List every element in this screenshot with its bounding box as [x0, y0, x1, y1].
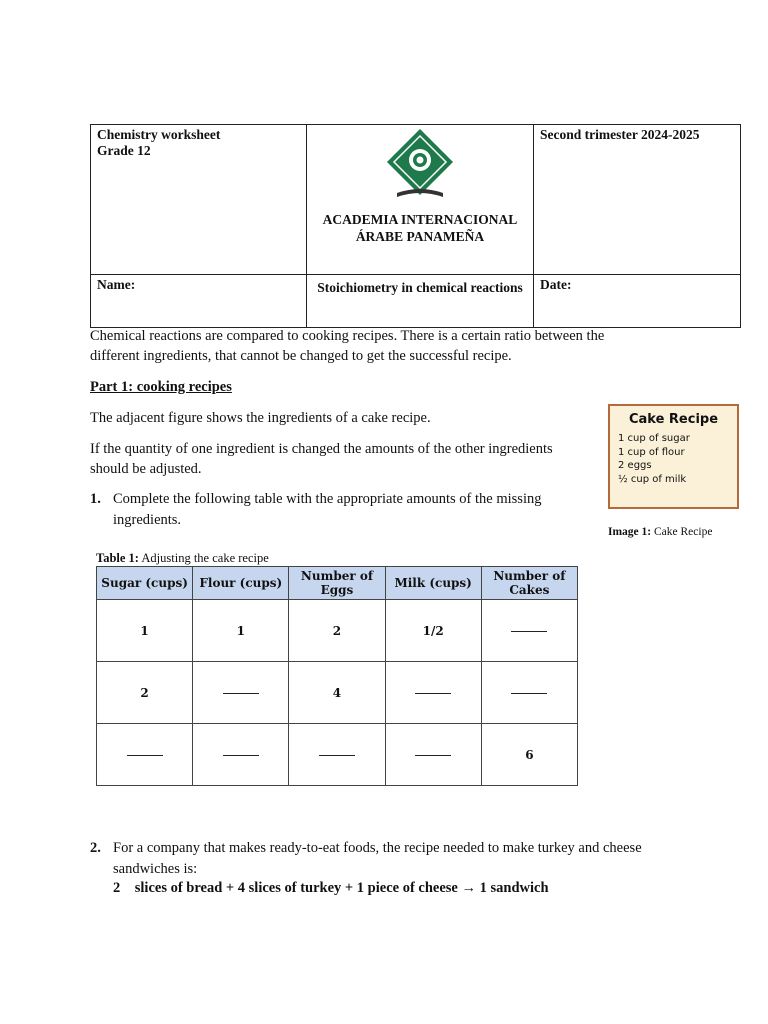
answer-blank[interactable] — [415, 692, 451, 694]
table-caption — [96, 551, 269, 566]
trimester-cell: Second trimester 2024-2025 — [534, 125, 741, 275]
date-field[interactable]: Date: — [534, 275, 741, 328]
table-cell: 1 — [193, 600, 289, 662]
question-2-text: For a company that makes ready-to-eat foods, the recipe needed to make turkey and cheese sandwiches is: — [113, 840, 642, 877]
sandwich-equation: 2 slices of bread + 4 slices of turkey + 1 piece of cheese → 1 sandwich — [113, 880, 549, 896]
table-body — [97, 600, 578, 786]
logo-cell — [307, 125, 534, 275]
cake-recipe-table — [96, 566, 578, 786]
table-cell: 1/2 — [385, 600, 481, 662]
question-1-text: Complete the following table with the appropriate amounts of the missing ingredients. — [113, 491, 542, 528]
blank-answer-cell[interactable] — [289, 724, 385, 786]
worksheet-label: Chemistry worksheet — [97, 127, 221, 142]
blank-answer-cell[interactable] — [193, 662, 289, 724]
school-logo-icon — [385, 127, 455, 201]
question-1 — [90, 489, 580, 531]
answer-blank[interactable] — [223, 692, 259, 694]
column-header: Number of Cakes — [481, 567, 577, 600]
blank-answer-cell[interactable] — [481, 662, 577, 724]
blank-answer-cell[interactable] — [193, 724, 289, 786]
question-2 — [90, 838, 650, 880]
worksheet-title: Stoichiometry in chemical reactions — [307, 275, 534, 328]
image-caption-label: Image 1: — [608, 526, 652, 538]
recipe-item: 1 cup of flour — [618, 446, 685, 458]
column-header: Flour (cups) — [193, 567, 289, 600]
image-caption — [608, 526, 712, 538]
part1-paragraph-2: If the quantity of one ingredient is changed the amounts of the other ingredients should be adjusted. — [90, 441, 553, 477]
image-caption-text: Cake Recipe — [654, 526, 713, 538]
part1-heading: Part 1: cooking recipes — [90, 379, 232, 395]
table-cell: 6 — [481, 724, 577, 786]
table-caption-label: Table 1: — [96, 551, 139, 565]
part1-paragraph-1: The adjacent figure shows the ingredients of a cake recipe. — [90, 410, 431, 426]
answer-blank[interactable] — [319, 754, 355, 756]
table-cell: 2 — [289, 600, 385, 662]
table-caption-text: Adjusting the cake recipe — [141, 551, 269, 565]
answer-blank[interactable] — [223, 754, 259, 756]
blank-answer-cell[interactable] — [385, 662, 481, 724]
worksheet-info-cell — [91, 125, 307, 275]
recipe-card-title: Cake Recipe — [628, 412, 719, 427]
answer-blank[interactable] — [127, 754, 163, 756]
school-name-line1: ACADEMIA INTERNACIONAL — [322, 212, 518, 227]
school-name — [313, 211, 527, 245]
answer-blank[interactable] — [511, 692, 547, 694]
question-2-number: 2. — [90, 840, 101, 856]
blank-answer-cell[interactable] — [97, 724, 193, 786]
table-row — [97, 600, 578, 662]
recipe-item: 2 eggs — [618, 460, 652, 471]
recipe-item: 1 cup of sugar — [618, 433, 690, 444]
blank-answer-cell[interactable] — [385, 724, 481, 786]
table-row — [97, 662, 578, 724]
recipe-item: ½ cup of milk — [618, 473, 687, 485]
grade-label: Grade 12 — [97, 143, 151, 158]
answer-blank[interactable] — [415, 754, 451, 756]
table-row — [97, 724, 578, 786]
answer-blank[interactable] — [511, 630, 547, 632]
blank-answer-cell[interactable] — [481, 600, 577, 662]
intro-paragraph: Chemical reactions are compared to cooking recipes. There is a certain ratio between the different ingredients, that cannot be changed to get the successful recipe. — [90, 328, 605, 364]
name-field[interactable]: Name: — [91, 275, 307, 328]
column-header: Milk (cups) — [385, 567, 481, 600]
cake-recipe-image — [608, 404, 739, 509]
school-name-line2: ÁRABE PANAMEÑA — [355, 229, 485, 244]
question-1-number: 1. — [90, 491, 101, 507]
table-cell: 4 — [289, 662, 385, 724]
column-header: Number of Eggs — [289, 567, 385, 600]
header-table — [90, 124, 741, 328]
table-cell: 1 — [97, 600, 193, 662]
table-cell: 2 — [97, 662, 193, 724]
column-header: Sugar (cups) — [97, 567, 193, 600]
